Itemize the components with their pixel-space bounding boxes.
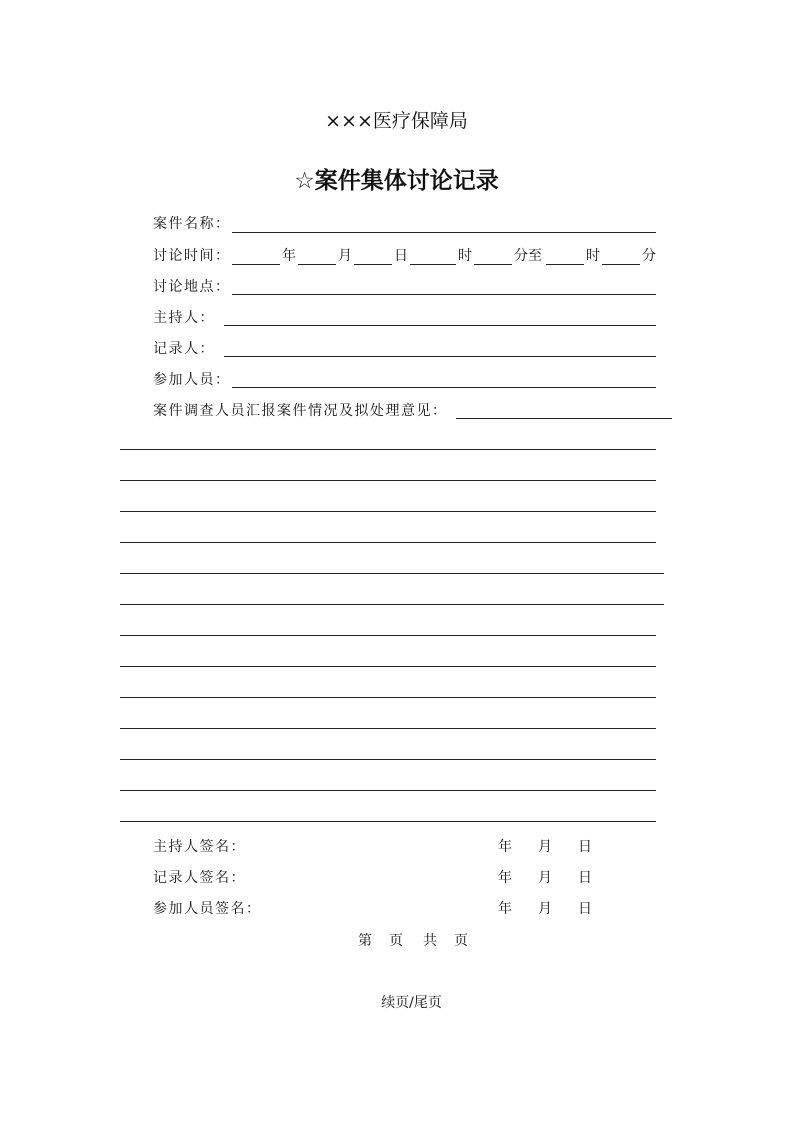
day-blank[interactable] bbox=[354, 264, 392, 265]
report-line[interactable] bbox=[456, 418, 672, 419]
writing-line[interactable] bbox=[120, 790, 656, 791]
writing-line[interactable] bbox=[120, 821, 656, 822]
participants-line[interactable] bbox=[232, 387, 656, 388]
host-signature-year: 年 bbox=[498, 839, 512, 855]
hour-blank[interactable] bbox=[410, 264, 456, 265]
page-number-prefix: 第 bbox=[358, 933, 372, 949]
writing-line[interactable] bbox=[120, 511, 656, 512]
location-line[interactable] bbox=[232, 294, 656, 295]
report-label: 案件调查人员汇报案件情况及拟处理意见： bbox=[153, 403, 448, 419]
hour-unit: 时 bbox=[458, 248, 472, 264]
end-hour-unit: 时 bbox=[586, 248, 600, 264]
year-blank[interactable] bbox=[232, 264, 280, 265]
end-minute-blank[interactable] bbox=[602, 264, 640, 265]
recorder-signature-month: 月 bbox=[538, 870, 552, 886]
day-unit: 日 bbox=[394, 248, 408, 264]
organization-name: ×××医疗保障局 bbox=[325, 110, 468, 132]
recorder-signature-label: 记录人签名： bbox=[153, 870, 246, 886]
writing-line[interactable] bbox=[120, 666, 656, 667]
end-hour-blank[interactable] bbox=[546, 264, 584, 265]
location-label: 讨论地点： bbox=[153, 279, 231, 295]
case-name-line[interactable] bbox=[232, 232, 656, 233]
total-pages-prefix: 共 bbox=[423, 933, 437, 949]
host-signature-day: 日 bbox=[578, 839, 592, 855]
host-signature-label: 主持人签名： bbox=[153, 839, 246, 855]
recorder-line[interactable] bbox=[224, 356, 656, 357]
continuation-footer: 续页/尾页 bbox=[381, 995, 442, 1011]
host-signature-month: 月 bbox=[538, 839, 552, 855]
writing-line[interactable] bbox=[120, 542, 656, 543]
participants-signature-day: 日 bbox=[578, 901, 592, 917]
form-title: ☆案件集体讨论记录 bbox=[294, 168, 499, 194]
host-line[interactable] bbox=[224, 325, 656, 326]
writing-line[interactable] bbox=[120, 604, 664, 605]
participants-signature-month: 月 bbox=[538, 901, 552, 917]
end-minute-unit: 分 bbox=[642, 248, 656, 264]
writing-line[interactable] bbox=[120, 449, 656, 450]
discussion-time-label: 讨论时间： bbox=[153, 248, 231, 264]
participants-signature-label: 参加人员签名： bbox=[153, 901, 262, 917]
writing-line[interactable] bbox=[120, 635, 656, 636]
writing-line[interactable] bbox=[120, 697, 656, 698]
participants-label: 参加人员： bbox=[153, 372, 231, 388]
minute-blank[interactable] bbox=[474, 264, 512, 265]
month-blank[interactable] bbox=[298, 264, 336, 265]
total-pages-suffix: 页 bbox=[454, 933, 468, 949]
recorder-label: 记录人： bbox=[153, 341, 215, 357]
month-unit: 月 bbox=[338, 248, 352, 264]
writing-line[interactable] bbox=[120, 573, 664, 574]
year-unit: 年 bbox=[282, 248, 296, 264]
case-name-label: 案件名称： bbox=[153, 216, 231, 232]
recorder-signature-year: 年 bbox=[498, 870, 512, 886]
writing-line[interactable] bbox=[120, 759, 656, 760]
minute-to-unit: 分至 bbox=[514, 248, 542, 264]
writing-line[interactable] bbox=[120, 728, 656, 729]
host-label: 主持人： bbox=[153, 310, 215, 326]
page-number-suffix: 页 bbox=[389, 933, 403, 949]
writing-line[interactable] bbox=[120, 480, 656, 481]
recorder-signature-day: 日 bbox=[578, 870, 592, 886]
participants-signature-year: 年 bbox=[498, 901, 512, 917]
